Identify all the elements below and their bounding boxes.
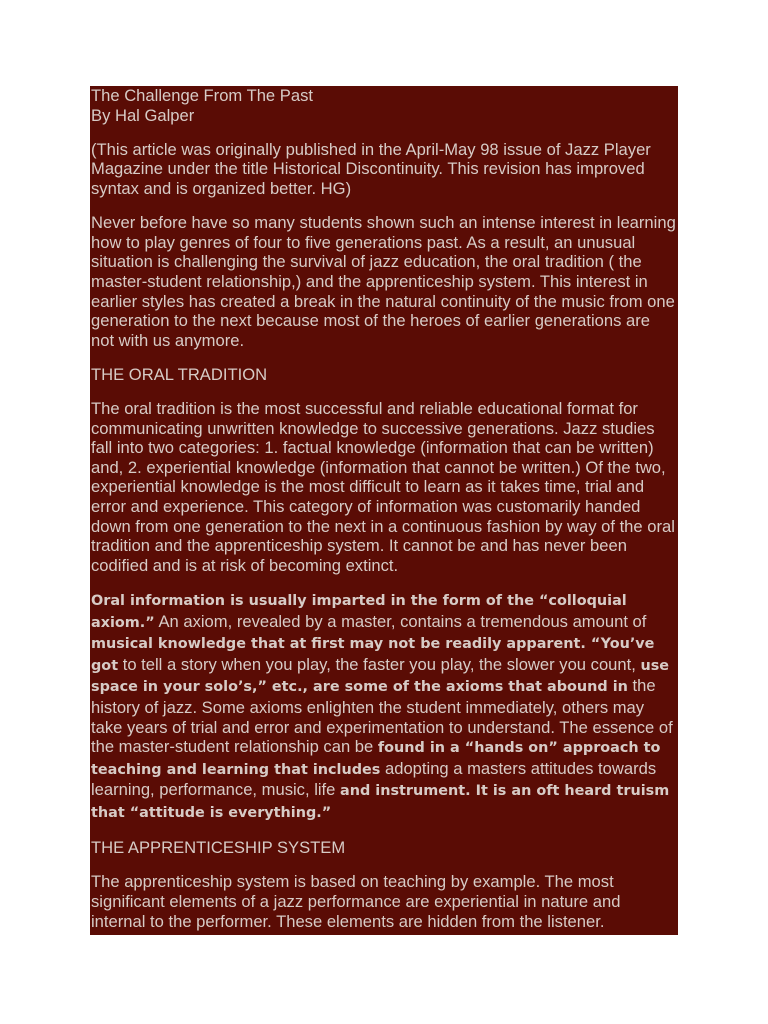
article-byline: By Hal Galper [91, 105, 195, 125]
axiom-sentence-8: adopting a masters attitudes towards learning, performance, music, life [91, 758, 657, 800]
apprenticeship-paragraph: The apprenticeship system is based on teaching by example. The most significant elements of a jazz performance are experiential in nature and internal to the performer. These elements are hidden from the listener. [91, 872, 621, 931]
article-content [91, 86, 677, 931]
axiom-sentence-2: An axiom, revealed by a master, contains a tremendous amount of [158, 611, 647, 631]
article-title: The Challenge From The Past [91, 86, 313, 105]
axiom-sentence-1: Oral information is usually imparted in the form of the “colloquial axiom.” [91, 593, 627, 631]
publication-note: (This article was originally published in the April-May 98 issue of Jazz Player Magazine under the title Historical Discontinuity. This revision has improved syntax and is organized better. HG) [91, 139, 651, 198]
axiom-sentence-6: the history of jazz. Some axioms enlighten the student immediately, others may take years of trial and error and experimentation to understand. The essence of the master-student relationship can be [91, 676, 673, 757]
axiom-sentence-9: and instrument. It is an oft heard truism that “attitude is everything.” [91, 783, 670, 821]
axiom-paragraph [91, 590, 677, 824]
section-heading-oral-tradition: THE ORAL TRADITION [91, 364, 268, 384]
section-heading-apprenticeship: THE APPRENTICESHIP SYSTEM [91, 838, 346, 858]
intro-paragraph: Never before have so many students shown such an intense interest in learning how to play genres of four to five generations past. As a result, an unusual situation is challenging the survival of jazz education, the oral tradition ( the master-student relationship,) and the apprenticeship system. This interest in earlier styles has created a break in the natural continuity of the music from one generation to the next because most of the heroes of earlier generations are not with us anymore. [91, 213, 676, 350]
axiom-sentence-4: to tell a story when you play, the faster you play, the slower you count, [122, 654, 636, 674]
oral-tradition-paragraph: The oral tradition is the most successful and reliable educational format for communicating unwritten knowledge to successive generations. Jazz studies fall into two categories: 1. factual knowledge (information that can be written) and, 2. experiential knowledge (information that cannot be written.) Of the two, experiential knowledge is the most difficult to learn as it takes time, trial and error and experience. This category of information was customarily handed down from one generation to the next in a continuous fashion by way of the oral tradition and the apprenticeship system. It cannot be and has never been codified and is at risk of becoming extinct. [91, 399, 675, 575]
axiom-sentence-7: found in a “hands on” approach to teaching and learning that includes [91, 740, 661, 778]
article-panel [90, 86, 678, 935]
axiom-sentence-3: musical knowledge that at first may not be readily apparent. “You’ve got [91, 636, 655, 674]
axiom-sentence-5: use space in your solo’s,” etc., are some of the axioms that abound in [91, 657, 670, 696]
